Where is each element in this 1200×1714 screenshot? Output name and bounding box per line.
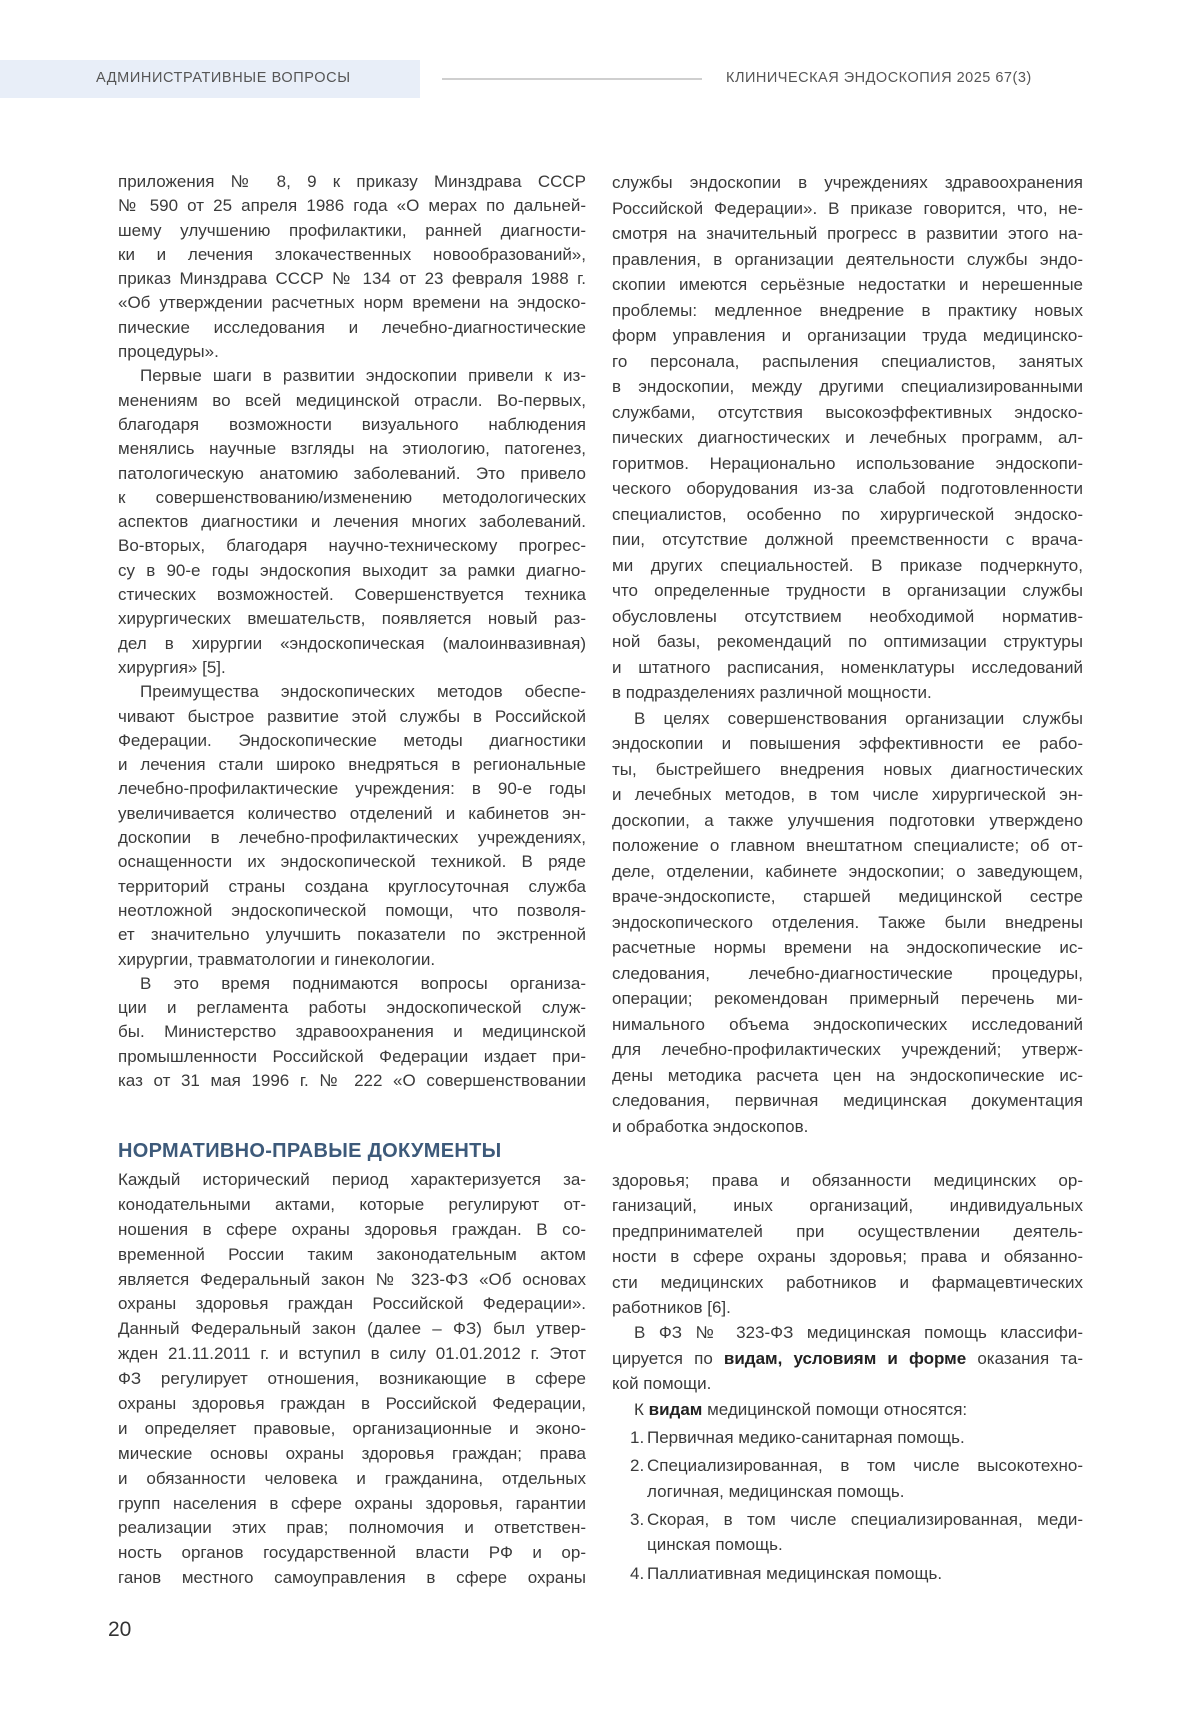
text-line: и обязанности человека и гражданина, отдельных bbox=[118, 1468, 586, 1488]
text-run: медицинской помощи относятся: bbox=[702, 1399, 968, 1419]
bottom-left-column bbox=[118, 1168, 586, 1591]
text-line: процедуры». bbox=[118, 342, 219, 362]
text-line: ношения в сфере охраны здоровья граждан. В со- bbox=[118, 1219, 586, 1239]
text-line: реализации этих прав; полномочия и ответствен- bbox=[118, 1518, 586, 1538]
text-line: хирургия» [5]. bbox=[118, 657, 226, 677]
paragraph bbox=[118, 364, 586, 680]
text-line: охраны здоровья граждан Российской Федерации». bbox=[118, 1294, 586, 1314]
text-line: Паллиативная медицинская помощь. bbox=[647, 1563, 943, 1583]
list-item bbox=[612, 1453, 1083, 1504]
text-line: деле, отделении, кабинете эндоскопии; о заведующем, bbox=[612, 861, 1083, 881]
text-line: ной базы, рекомендаций по оптимизации структуры bbox=[612, 632, 1083, 651]
bottom-right-paragraphs bbox=[612, 1168, 1083, 1422]
text-line: обусловлены отсутствием необходимой норматив- bbox=[612, 606, 1083, 626]
text-line: Федерации. Эндоскопические методы диагностики bbox=[118, 730, 586, 750]
text-line: ФЗ регулирует отношения, возникающие в сфере bbox=[118, 1369, 586, 1389]
text-line: и обработка эндоскопов. bbox=[612, 1116, 809, 1136]
text-line: горитмов. Нерационально использование эндоскопи- bbox=[612, 453, 1083, 473]
text-line: следования, лечебно-диагностические процедуры, bbox=[612, 963, 1083, 983]
text-line: ки и лечения злокачественных новообразований», bbox=[118, 244, 586, 264]
paragraph bbox=[612, 706, 1083, 1140]
text-line: доскопии, а также улучшения подготовки утверждено bbox=[612, 810, 1083, 830]
care-types-list bbox=[612, 1425, 1083, 1586]
text-line: правления, в организации деятельности службы эндо- bbox=[612, 249, 1083, 269]
journal-title: КЛИНИЧЕСКАЯ ЭНДОСКОПИЯ 2025 67(3) bbox=[726, 70, 1032, 86]
paragraph bbox=[118, 972, 586, 1093]
text-line: проблемы: медленное внедрение в практику новых bbox=[612, 300, 1083, 320]
text-line: и определяет правовые, организационные и эконо- bbox=[118, 1418, 586, 1438]
bold-text: видам bbox=[648, 1399, 703, 1419]
text-line: специалистов, особенно по хирургической эндоско- bbox=[612, 504, 1083, 524]
text-line: пических диагностических и лечебных программ, ал- bbox=[612, 428, 1083, 447]
text-line: дел в хирургии «эндоскопическая (малоинвазивная) bbox=[118, 633, 586, 653]
text-line: № 590 от 25 апреля 1986 года «О мерах по дальней- bbox=[118, 196, 586, 216]
list-number: 4. bbox=[630, 1563, 645, 1583]
text-line: ческого оборудования из-за слабой подготовленности bbox=[612, 479, 1083, 498]
text-line: ганов местного самоуправления в сфере охраны bbox=[118, 1568, 586, 1588]
text-line: здоровья; права и обязанности медицинских ор- bbox=[612, 1171, 1083, 1190]
text-line: цинская помощь. bbox=[647, 1535, 783, 1555]
text-line: го персонала, распыления специалистов, занятых bbox=[612, 351, 1083, 371]
text-line: ность органов государственной власти РФ и ор- bbox=[118, 1543, 586, 1563]
text-line: Первые шаги в развитии эндоскопии привели к из- bbox=[140, 366, 586, 386]
list-item bbox=[612, 1561, 1083, 1586]
text-line: стических возможностей. Совершенствуется техника bbox=[118, 585, 586, 605]
page-number: 20 bbox=[108, 1618, 132, 1641]
text-line: пии, отсутствие должной преемственности с врача- bbox=[612, 530, 1083, 549]
text-line: Специализированная, в том числе высокотехно- bbox=[647, 1456, 1083, 1476]
text-line: В ФЗ № 323-ФЗ медицинская помощь классифи- bbox=[634, 1323, 1083, 1343]
text-line: су в 90-е годы эндоскопия выходит за рамки диагно- bbox=[118, 560, 586, 580]
text-line: что определенные трудности в организации службы bbox=[612, 581, 1083, 600]
text-line: пические исследования и лечебно-диагностические bbox=[118, 317, 586, 337]
section-title: АДМИНИСТРАТИВНЫЕ ВОПРОСЫ bbox=[96, 70, 351, 86]
paragraph bbox=[118, 170, 586, 364]
text-line: доскопии в лечебно-профилактических учреждениях, bbox=[118, 828, 586, 848]
text-line: патологическую анатомию заболеваний. Это привело bbox=[118, 463, 586, 483]
text-line: положение о главном внештатном специалисте; об от- bbox=[612, 836, 1083, 855]
text-line: Первичная медико-санитарная помощь. bbox=[647, 1427, 965, 1447]
text-line: благодаря возможности визуального наблюдения bbox=[118, 414, 586, 434]
paragraph bbox=[118, 1168, 586, 1591]
top-left-column bbox=[118, 170, 586, 1093]
text-line: хирургических вмешательств, появляется новый раз- bbox=[118, 609, 586, 629]
text-line: следования, первичная медицинская документация bbox=[612, 1091, 1083, 1110]
text-line: Каждый исторический период характеризуется за- bbox=[118, 1170, 586, 1189]
text-line: враче-эндоскописте, старшей медицинской сестре bbox=[612, 887, 1083, 906]
paragraph bbox=[612, 1168, 1083, 1320]
text-line: и лечебных методов, в том числе хирургической эн- bbox=[612, 785, 1083, 804]
text-line: хирургии, травматологии и гинекологии. bbox=[118, 949, 436, 969]
text-line: является Федеральный закон № 323-ФЗ «Об основах bbox=[118, 1269, 586, 1289]
text-line: эндоскопического отделения. Также были внедрены bbox=[612, 912, 1083, 932]
text-line: форм управления и организации труда медицинско- bbox=[612, 326, 1083, 345]
paragraph bbox=[612, 1320, 1083, 1396]
list-item bbox=[612, 1425, 1083, 1450]
text-line: конодательными актами, которые регулируют от- bbox=[118, 1194, 586, 1214]
text-line: Во-вторых, благодаря научно-техническому прогрес- bbox=[118, 536, 586, 556]
text-line: нимального объема эндоскопических исследований bbox=[612, 1014, 1083, 1034]
text-run: оказания та- bbox=[966, 1348, 1084, 1368]
text-run: К bbox=[634, 1399, 649, 1419]
list-item bbox=[612, 1507, 1083, 1558]
text-line: смотря на значительный прогресс в развитии этого на- bbox=[612, 224, 1083, 243]
text-line: мические основы охраны здоровья граждан; права bbox=[118, 1443, 586, 1463]
text-line: временной России таким законодательным актом bbox=[118, 1244, 586, 1264]
text-line: охраны здоровья граждан в Российской Федерации, bbox=[118, 1394, 586, 1414]
text-line: «Об утверждении расчетных норм времени на эндоско- bbox=[118, 293, 586, 313]
text-line bbox=[612, 1346, 1083, 1371]
text-line: Данный Федеральный закон (далее – ФЗ) был утвер- bbox=[118, 1319, 586, 1339]
text-line: работников [6]. bbox=[612, 1297, 731, 1317]
text-line: сти медицинских работников и фармацевтических bbox=[612, 1272, 1083, 1292]
text-line: ты, быстрейшего внедрения новых диагностических bbox=[612, 759, 1083, 779]
text-line: оснащенности их эндоскопической техникой. В ряде bbox=[118, 852, 586, 872]
text-line: групп населения в сфере охраны здоровья, гарантии bbox=[118, 1493, 586, 1513]
text-line: жден 21.11.2011 г. и вступил в силу 01.01.2012 г. Этот bbox=[118, 1344, 586, 1364]
text-line: дены методика расчета цен на эндоскопические ис- bbox=[612, 1065, 1083, 1085]
top-right-column bbox=[612, 170, 1083, 1139]
text-line: ет значительно улучшить показатели по экстренной bbox=[118, 925, 586, 945]
text-line: к совершенствованию/изменению методологических bbox=[118, 487, 586, 507]
text-line: ганизаций, иных организаций, индивидуальных bbox=[612, 1196, 1083, 1216]
text-line: службы эндоскопии в учреждениях здравоохранения bbox=[612, 173, 1083, 192]
text-line bbox=[612, 1397, 1083, 1422]
text-line: службами, отсутствия высокоэффективных эндоско- bbox=[612, 402, 1083, 422]
text-line: в эндоскопии, между другими специализированными bbox=[612, 377, 1083, 396]
text-line: территорий страны создана круглосуточная служба bbox=[118, 876, 586, 896]
text-line: в подразделениях различной мощности. bbox=[612, 683, 932, 702]
text-line: менениям во всей медицинской отрасли. Во-первых, bbox=[118, 390, 586, 410]
text-line: чивают быстрое развитие этой службы в Российской bbox=[118, 706, 586, 726]
text-line: Российской Федерации». В приказе говорится, что, не- bbox=[612, 198, 1083, 218]
text-line: предпринимателей при осуществлении деятель- bbox=[612, 1221, 1083, 1241]
text-line: неотложной эндоскопической помощи, что позволя- bbox=[118, 900, 586, 920]
text-line: приложения № 8, 9 к приказу Минздрава СССР bbox=[118, 172, 586, 191]
text-line: ми других специальностей. В приказе подчеркнуто, bbox=[612, 555, 1083, 575]
text-line: Преимущества эндоскопических методов обеспе- bbox=[140, 682, 586, 702]
text-line: В это время поднимаются вопросы организа- bbox=[140, 973, 586, 993]
text-line: для лечебно-профилактических учреждений; утверж- bbox=[612, 1040, 1083, 1059]
text-line: аспектов диагностики и лечения многих заболеваний. bbox=[118, 512, 586, 532]
text-line: бы. Министерство здравоохранения и медицинской bbox=[118, 1022, 586, 1042]
list-number: 3. bbox=[630, 1510, 645, 1530]
list-number: 2. bbox=[630, 1456, 645, 1476]
text-line: и штатного расписания, номенклатуры исследований bbox=[612, 657, 1083, 677]
paragraph bbox=[612, 170, 1083, 706]
text-line: ности в сфере охраны здоровья; права и обязанно- bbox=[612, 1247, 1083, 1267]
text-line: кой помощи. bbox=[612, 1374, 712, 1394]
text-line: Скорая, в том числе специализированная, меди- bbox=[647, 1510, 1083, 1530]
text-run: цируется по bbox=[612, 1348, 724, 1368]
text-line: приказ Минздрава СССР № 134 от 23 февраля 1988 г. bbox=[118, 269, 586, 289]
text-line: эндоскопии и повышения эффективности ее рабо- bbox=[612, 734, 1083, 753]
text-line: менялись научные взгляды на этиологию, патогенез, bbox=[118, 439, 586, 459]
text-line: расчетные нормы времени на эндоскопические ис- bbox=[612, 938, 1083, 957]
bottom-right-column bbox=[612, 1168, 1083, 1586]
paragraph bbox=[612, 1397, 1083, 1422]
text-line: увеличивается количество отделений и кабинетов эн- bbox=[118, 803, 586, 823]
text-line: логичная, медицинская помощь. bbox=[647, 1481, 905, 1501]
text-line: и лечения стали широко внедряться в региональные bbox=[118, 755, 586, 775]
section-heading: НОРМАТИВНО-ПРАВЫЕ ДОКУМЕНТЫ bbox=[118, 1140, 502, 1162]
list-number: 1. bbox=[630, 1427, 645, 1447]
text-line: ции и регламента работы эндоскопической служ- bbox=[118, 998, 586, 1018]
text-line: скопии имеются серьёзные недостатки и нерешенные bbox=[612, 275, 1083, 294]
text-line: шему улучшению профилактики, ранней диагности- bbox=[118, 220, 586, 240]
bold-text: видам, условиям и форме bbox=[723, 1348, 967, 1368]
text-line: В целях совершенствования организации службы bbox=[634, 708, 1083, 728]
text-line: промышленности Российской Федерации издает при- bbox=[118, 1046, 586, 1066]
text-line: лечебно-профилактические учреждения: в 90-е годы bbox=[118, 779, 586, 799]
text-line: операции; рекомендован примерный перечень ми- bbox=[612, 989, 1083, 1008]
paragraph bbox=[118, 680, 586, 972]
text-line: каз от 31 мая 1996 г. № 222 «О совершенствовании bbox=[118, 1070, 586, 1090]
header-divider bbox=[442, 78, 702, 80]
